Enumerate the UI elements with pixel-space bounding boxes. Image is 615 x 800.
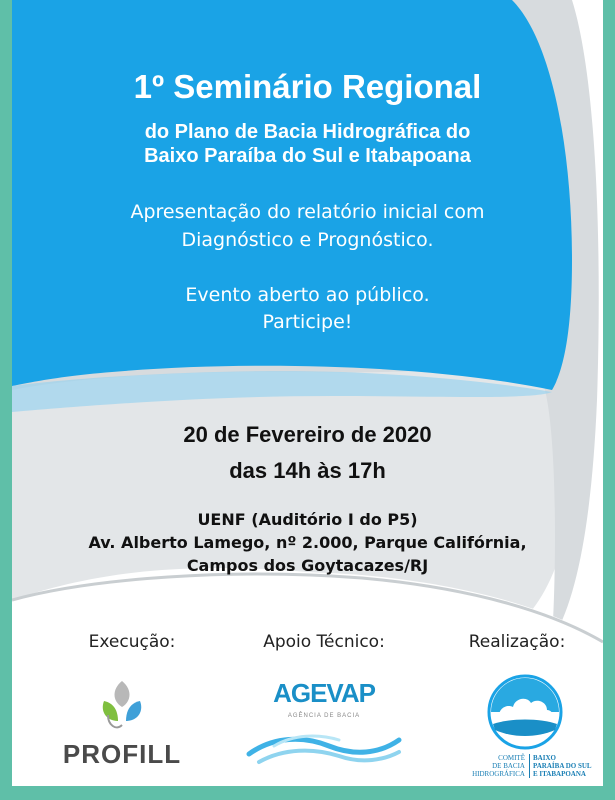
apoio-tecnico-label: Apoio Técnico: [263,632,385,652]
agevap-logo [244,672,404,772]
comite-right-line-3: E ITABAPOANA [533,770,586,778]
profill-name: PROFILL [62,739,182,769]
invitation-line-2: Participe! [262,311,353,333]
description-line-2: Diagnóstico e Prognóstico. [181,229,434,251]
comite-logo [467,672,592,782]
comite-left-line-1: COMITÊ [498,754,525,762]
event-date: 20 de Fevereiro de 2020 [183,422,432,447]
event-time: das 14h às 17h [229,458,386,483]
venue-address: Av. Alberto Lamego, nº 2.000, Parque Califórnia, [88,533,527,552]
event-invitation [12,282,603,336]
event-subtitle [12,120,603,168]
subtitle-line-2: Baixo Paraíba do Sul e Itabapoana [144,145,471,167]
subtitle-line-1: do Plano de Bacia Hidrográfica do [144,121,471,143]
agevap-name: AGEVAP [273,678,375,708]
comite-left-line-3: HIDROGRÁFICA [472,770,525,778]
description-line-1: Apresentação do relatório inicial com [130,201,485,223]
invitation-line-1: Evento aberto ao público. [185,284,430,306]
comite-text-right [529,754,603,778]
comite-left-line-2: DE BACIA [492,762,525,770]
comite-cloud-icon [485,672,565,752]
comite-right-line-2: PARAÍBA DO SUL [533,762,592,770]
profill-leaves-icon [42,675,202,735]
execucao-label: Execução: [88,632,176,652]
comite-right-line-1: BAIXO [533,754,556,762]
agevap-subtitle: AGÊNCIA DE BACIA [287,713,361,719]
event-title: 1º Seminário Regional [133,68,482,105]
venue-name: UENF (Auditório I do P5) [197,510,418,529]
poster [12,0,603,786]
profill-logo [42,675,202,770]
comite-text-left [467,754,525,778]
event-location [12,508,603,577]
agevap-waves-icon [244,724,404,769]
event-description [12,198,603,254]
background-waves [12,0,603,786]
realizacao-label: Realização: [468,632,566,652]
venue-city: Campos dos Goytacazes/RJ [186,556,429,575]
